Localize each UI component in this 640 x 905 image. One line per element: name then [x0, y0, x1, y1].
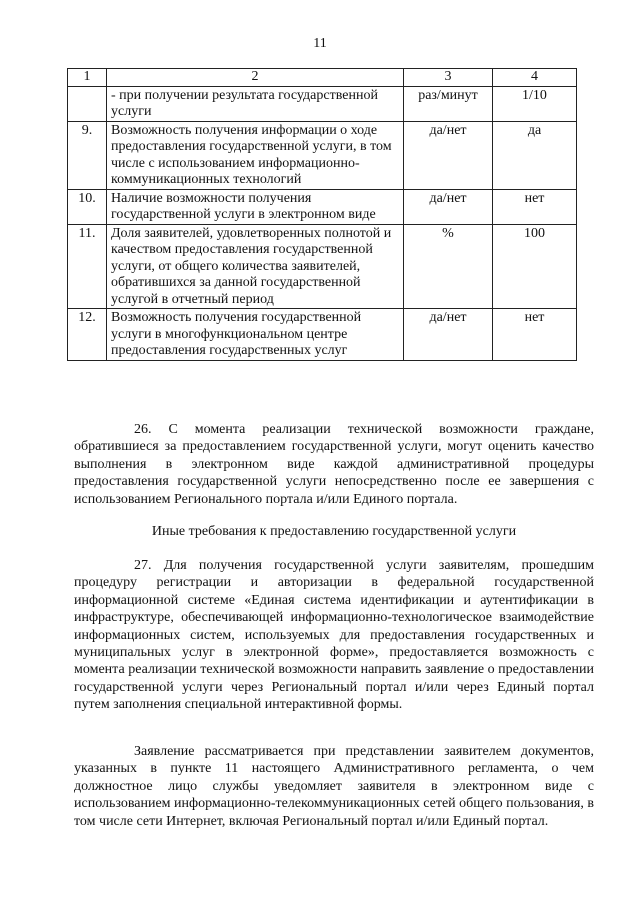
indicator-unit: раз/минут: [404, 86, 493, 121]
paragraph-27: 27. Для получения государственной услуги заявителям, прошедшим процедуру регистрации и авторизации в федеральной государственной информационной системе «Единая система идентификации и аутентификации в инфраструктуре, обеспечивающей информационно-технологическое взаимодействие информационных систем, используемых для предоставления государственных и муниципальных услуг в электронной форме», предоставляется возможность с момента реализации технической возможности направить заявление о предоставлении государственной услуги через Региональный портал и/или через Единый портал путем заполнения специальной интерактивной формы.: [74, 558, 594, 713]
indicator-unit: да/нет: [404, 309, 493, 361]
indicator-unit: %: [404, 224, 493, 309]
indicators-table: [67, 68, 577, 361]
table-header-cell: 4: [493, 69, 577, 87]
indicator-value: 100: [493, 224, 577, 309]
paragraph-27-continued: Заявление рассматривается при представлении заявителем документов, указанных в пункте 11 настоящего Административного регламента, о чем должностное лицо службы уведомляет заявителя в электронном виде с использованием информационно-телекоммуникационных сетей общего пользования, в том числе сети Интернет, включая Региональный портал и/или Единый портал.: [74, 744, 594, 829]
indicator-value: нет: [493, 309, 577, 361]
paragraph-26: 26. С момента реализации технической возможности граждане, обратившиеся за предоставлением государственной услуги, могут оценить качество выполнения в электронном виде каждой административной процедуры предоставления государственной услуги непосредственно после ее завершения с использованием Регионального портала и/или Единого портала.: [74, 422, 594, 507]
table-row: [68, 86, 577, 121]
table-row: [68, 121, 577, 189]
table-header-cell: 2: [107, 69, 404, 87]
indicator-name: Возможность получения информации о ходе предоставления государственной услуги, в том числе с использованием информационно-коммуникационных технологий: [107, 121, 404, 189]
indicator-unit: да/нет: [404, 121, 493, 189]
table-header-row: [68, 69, 577, 87]
table-row: [68, 309, 577, 361]
row-number: 12.: [68, 309, 107, 361]
page-number: 11: [313, 36, 327, 51]
row-number: [68, 86, 107, 121]
table-row: [68, 224, 577, 309]
indicator-name: - при получении результата государственной услуги: [107, 86, 404, 121]
table-header-cell: 1: [68, 69, 107, 87]
section-heading: Иные требования к предоставлению государственной услуги: [151, 524, 517, 539]
indicator-unit: да/нет: [404, 189, 493, 224]
table-row: [68, 189, 577, 224]
indicator-value: да: [493, 121, 577, 189]
indicator-name: Доля заявителей, удовлетворенных полнотой и качеством предоставления государственной услуги, от общего количества заявителей, обратившихся за данной государственной услугой в отчетный период: [107, 224, 404, 309]
table-header-cell: 3: [404, 69, 493, 87]
row-number: 10.: [68, 189, 107, 224]
row-number: 11.: [68, 224, 107, 309]
indicator-name: Возможность получения государственной услуги в многофункциональном центре предоставления государственных услуг: [107, 309, 404, 361]
indicator-value: 1/10: [493, 86, 577, 121]
indicator-name: Наличие возможности получения государственной услуги в электронном виде: [107, 189, 404, 224]
indicator-value: нет: [493, 189, 577, 224]
row-number: 9.: [68, 121, 107, 189]
